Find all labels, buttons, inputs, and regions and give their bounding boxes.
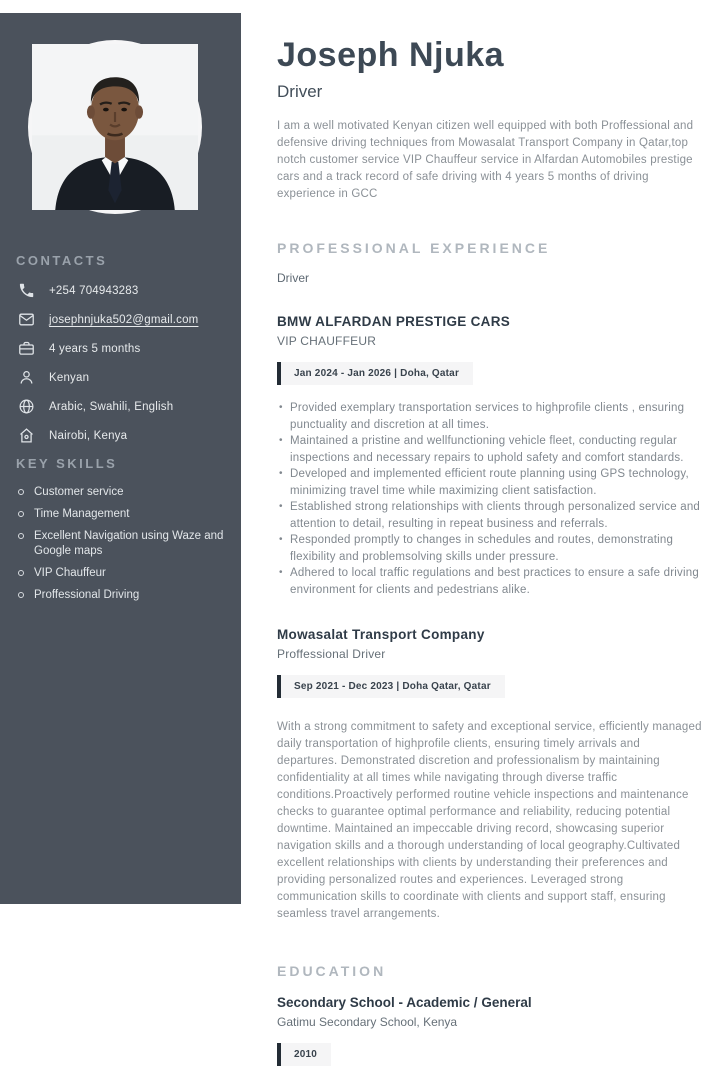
bullet-circle-icon bbox=[18, 533, 24, 539]
phone-icon bbox=[18, 282, 35, 299]
contacts-section bbox=[0, 253, 241, 456]
nationality-icon bbox=[18, 369, 35, 386]
experience-role-label: Driver bbox=[277, 271, 309, 285]
contact-value-nationality: Kenyan bbox=[49, 371, 90, 384]
position-title: Proffessional Driver bbox=[277, 647, 386, 661]
skill-label: Time Management bbox=[34, 508, 130, 520]
email-icon bbox=[18, 311, 35, 328]
education-section-title: EDUCATION bbox=[277, 963, 387, 979]
skill-label: Excellent Navigation using Waze and Google maps bbox=[34, 530, 224, 557]
key-skills-section bbox=[0, 456, 241, 610]
bullet-circle-icon bbox=[18, 489, 24, 495]
job-bullet: • Maintained a pristine and wellfunctioning vehicle fleet, conducting regular inspections and necessary repairs to uphold safety and comfort standards. bbox=[277, 433, 703, 466]
contact-experience bbox=[0, 340, 241, 357]
job-bullet: • Provided exemplary transportation services to highprofile clients , ensuring punctuality and discretion at all times. bbox=[277, 400, 703, 433]
skill-item bbox=[18, 529, 227, 559]
contact-value-email[interactable]: josephnjuka502@gmail.com bbox=[49, 313, 199, 326]
skill-item bbox=[18, 588, 227, 603]
experience-section bbox=[277, 240, 703, 923]
job-bullet: • Responded promptly to changes in schedules and routes, demonstrating flexibility and problemsolving skills under pressure. bbox=[277, 532, 703, 565]
languages-icon bbox=[18, 398, 35, 415]
skill-item bbox=[18, 566, 227, 581]
contacts-title: CONTACTS bbox=[16, 253, 108, 268]
skill-item bbox=[18, 485, 227, 500]
job-entry-bmw bbox=[277, 314, 703, 598]
sidebar bbox=[0, 13, 241, 904]
key-skills-title: KEY SKILLS bbox=[16, 456, 118, 471]
bullet-circle-icon bbox=[18, 511, 24, 517]
education-date-badge: 2010 bbox=[277, 1043, 331, 1066]
school-name: Gatimu Secondary School, Kenya bbox=[277, 1015, 458, 1029]
company-name: BMW ALFARDAN PRESTIGE CARS bbox=[277, 314, 511, 329]
experience-icon bbox=[18, 340, 35, 357]
skill-list bbox=[0, 485, 241, 603]
contact-value-languages: Arabic, Swahili, English bbox=[49, 400, 174, 413]
contact-email bbox=[0, 311, 241, 328]
job-bullet-list bbox=[277, 400, 703, 598]
skill-item bbox=[18, 507, 227, 522]
contact-value-location: Nairobi, Kenya bbox=[49, 429, 128, 442]
location-icon bbox=[18, 427, 35, 444]
job-entry-mowasalat bbox=[277, 627, 703, 923]
contact-value-phone: +254 704943283 bbox=[49, 284, 139, 297]
main-content bbox=[277, 36, 703, 1066]
job-bullet: • Adhered to local traffic regulations and best practices to ensure a safe driving environment for clients and pedestrians alike. bbox=[277, 565, 703, 598]
contact-location bbox=[0, 427, 241, 444]
experience-section-title: PROFESSIONAL EXPERIENCE bbox=[277, 240, 551, 256]
date-location-badge: Sep 2021 - Dec 2023 | Doha Qatar, Qatar bbox=[277, 675, 505, 698]
education-section bbox=[277, 963, 703, 1066]
profile-summary: I am a well motivated Kenyan citizen well equipped with both Proffessional and defensive driving techniques from Mowasalat Transport Company in Qatar,top notch customer service VIP Chauffeur service in Alfardan Automobiles prestige cars and a track record of safe driving with 4 years 5 months of driving experience in GCC bbox=[277, 120, 694, 200]
company-name: Mowasalat Transport Company bbox=[277, 627, 485, 642]
skill-label: VIP Chauffeur bbox=[34, 567, 106, 579]
person-name: Joseph Njuka bbox=[277, 36, 505, 74]
contact-languages bbox=[0, 398, 241, 415]
avatar bbox=[32, 44, 198, 210]
job-bullet: • Established strong relationships with clients through personalized service and attention to detail, resulting in repeat business and referrals. bbox=[277, 499, 703, 532]
portrait-photo-placeholder bbox=[32, 44, 198, 210]
degree-name: Secondary School - Academic / General bbox=[277, 995, 532, 1010]
contact-list bbox=[0, 282, 241, 444]
job-description: With a strong commitment to safety and exceptional service, efficiently managed daily transportation of highprofile clients, ensuring timely arrivals and departures. Demonstrated discretion and professionalism by maintaining confidentiality at all times while navigating through diverse traffic conditions.Proactively performed routine vehicle inspections and maintenance checks to guarantee optimal performance and reliability, reducing potential downtime. Maintained an impeccable driving record, showcasing superior navigation skills and a thorough understanding of local geography.Cultivated excellent relationships with clients by understanding their preferences and providing personalized routes and experiences. Leveraged strong communication skills to coordinate with clients and support staff, ensuring seamless travel arrangements. bbox=[277, 721, 702, 920]
contact-value-experience: 4 years 5 months bbox=[49, 342, 141, 355]
position-title: VIP CHAUFFEUR bbox=[277, 334, 377, 348]
contact-nationality bbox=[0, 369, 241, 386]
person-job-title: Driver bbox=[277, 82, 323, 101]
contact-phone bbox=[0, 282, 241, 299]
date-location-badge: Jan 2024 - Jan 2026 | Doha, Qatar bbox=[277, 362, 473, 385]
job-bullet: • Developed and implemented efficient route planning using GPS technology, minimizing travel time while maximizing client satisfaction. bbox=[277, 466, 703, 499]
skill-label: Customer service bbox=[34, 486, 124, 498]
bullet-circle-icon bbox=[18, 592, 24, 598]
skill-label: Proffessional Driving bbox=[34, 589, 140, 601]
bullet-circle-icon bbox=[18, 570, 24, 576]
